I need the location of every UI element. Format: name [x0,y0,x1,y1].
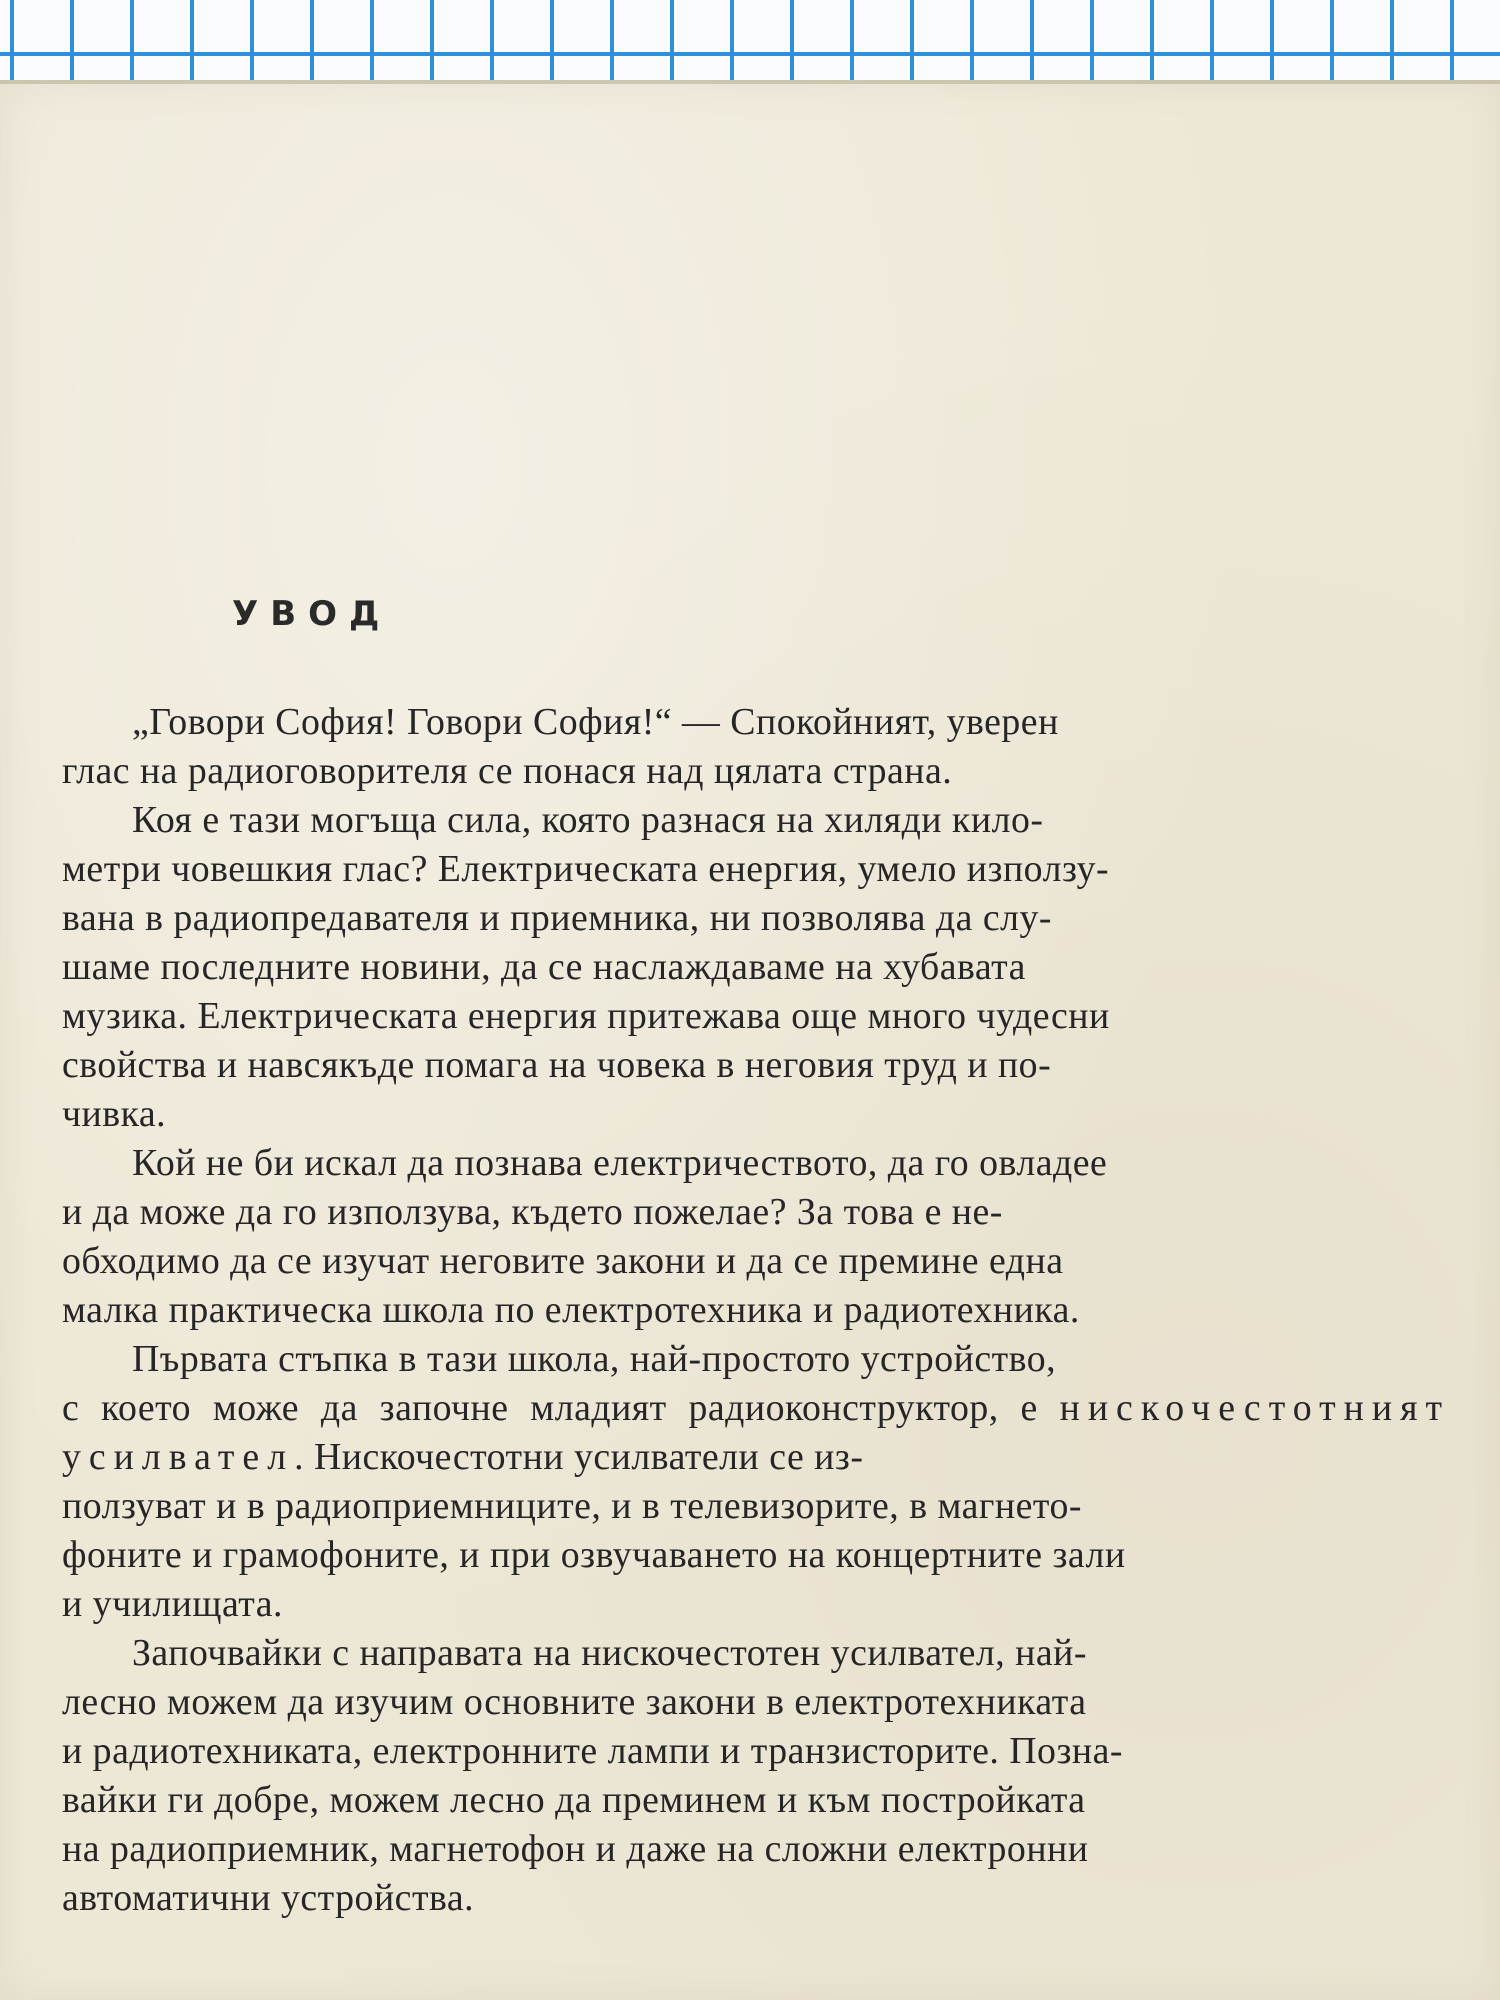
paragraph-2: Коя е тази могъща сила, която разнася на хиляди кило- метри човешкия глас? Електрическата енергия, умело използу- вана в радиопредавателя и приемника, ни позволява да слу- шаме последните новини, да се наслаждаваме на хубавата музика. Електрическата енергия притежава още много чудесни свойства и навсякъде помага на човека в неговия труд и по- чивка. [62,799,1110,1135]
paragraph-1: „Говори София! Говори София!“ — Спокойният, уверен глас на радиоговорителя се понася над цялата страна. [62,701,1059,792]
paragraph-3: Кой не би искал да познава електричеството, да го овладее и да може да го използува, където пожелае? За това е не- обходимо да се изучат неговите закони и да се премине една малка практическа школа по електротехника и радиотехника. [62,1142,1108,1331]
paragraph-4-emphasis: нискочестотният усилвател [62,1387,1450,1478]
paragraph-5: Започвайки с направата на нискочестотен усилвател, най- лесно можем да изучим основните закони в електротехниката и радиотехниката, електронните лампи и транзисторите. Позна- вайки ги добре, можем лесно да преминем и към постройката на радиоприемник, магнетофон и даже на сложни електронни автоматични устройства. [62,1632,1123,1919]
paragraph-4-after: . Нискочестотни усилватели се из- ползуват и в радиоприемниците, и в телевизорите, в магнето- фоните и грамофоните, и при озвучаването на концертните зали и училищата. [62,1436,1126,1625]
paragraph-4-before: Първата стъпка в тази школа, най-простото устройство, с което може да започне младият радиоконструктор, е [62,1338,1057,1429]
paragraph-4 [62,1335,1450,1629]
page-top-edge [0,80,1500,84]
body-text [62,698,1450,1923]
chapter-heading: УВОД [232,594,392,634]
